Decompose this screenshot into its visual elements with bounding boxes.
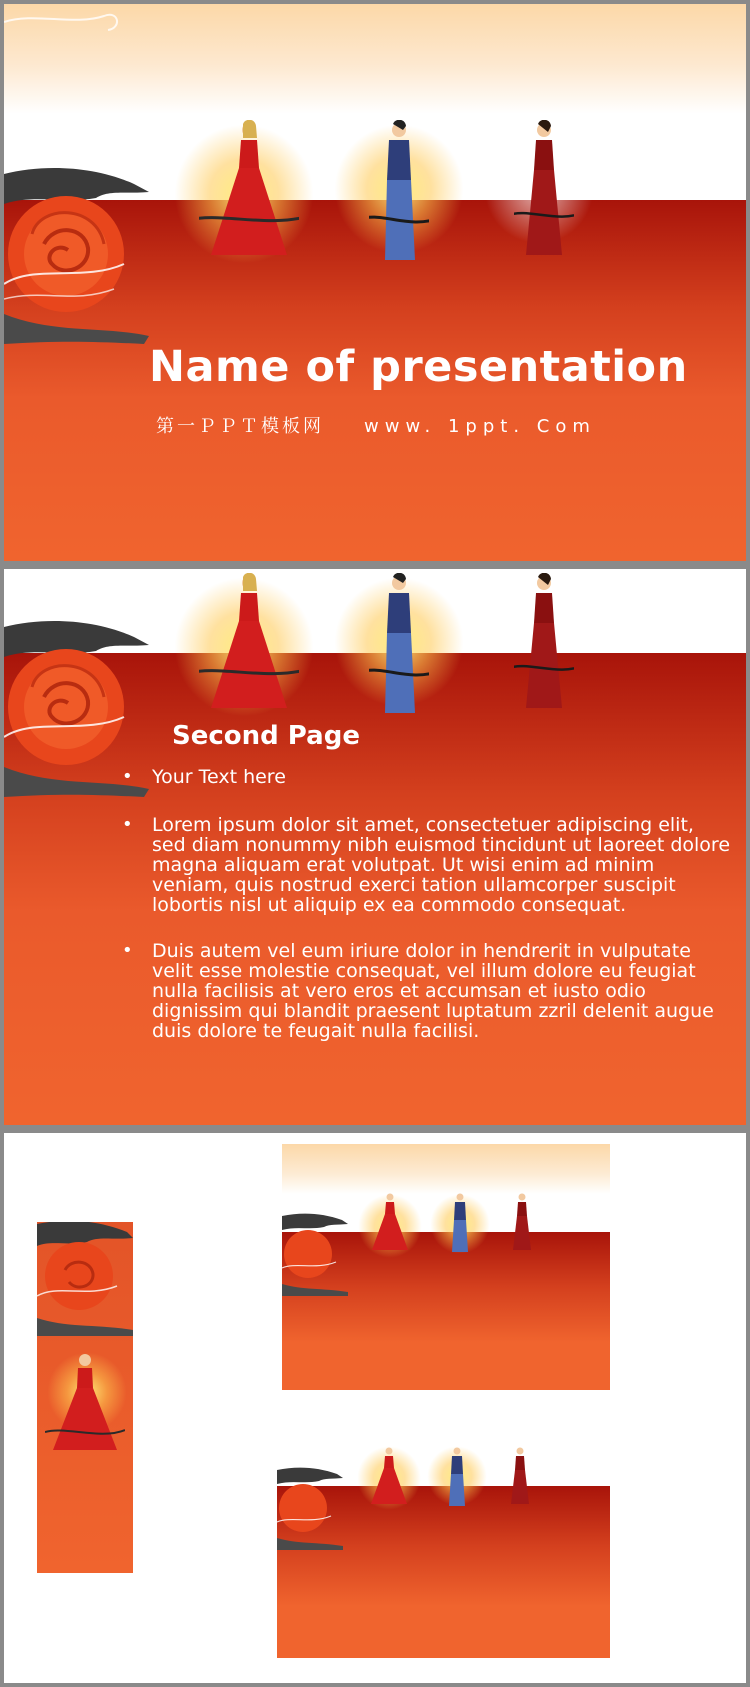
red-gown-figure	[199, 120, 299, 260]
crimson-gown-figure	[505, 1446, 535, 1506]
blue-gown-figure	[445, 1192, 475, 1254]
subtitle-url: www. 1ppt. Com	[364, 416, 596, 437]
red-gown-figure	[199, 573, 299, 713]
subtitle-site-name: 第一ＰＰＴ模板网	[156, 416, 324, 437]
bullet-list	[122, 767, 732, 1067]
swirl-ornament-icon	[4, 4, 144, 44]
blue-gown-figure	[369, 120, 429, 265]
crimson-gown-figure	[507, 1192, 537, 1252]
title-slide-thumbnail	[282, 1144, 610, 1390]
slide-separator	[4, 561, 746, 569]
list-item: • Duis autem vel eum iriure dolor in hendrerit in vulputate velit esse molestie consequat, vel illum dolore eu feugiat nulla facilisis at vero eros et accumsan et iusto odio dignissim qui blandit praesent luptatum zzril delenit augue duis dolore te feugait nulla facilisi.	[122, 941, 732, 1041]
slide-heading: Second Page	[172, 721, 360, 751]
list-item: • Lorem ipsum dolor sit amet, consectetuer adipiscing elit, sed diam nonummy nibh euismod tincidunt ut laoreet dolore magna aliquam erat volutpat. Ut wisi enim ad minim veniam, quis nostrud exerci tation ullamcorper suscipit lobortis nisl ut aliquip ex ea commodo consequat.	[122, 815, 732, 915]
template-preview-sheet	[4, 4, 746, 1683]
slide-separator	[4, 1125, 746, 1133]
rose-icon	[282, 1212, 352, 1302]
rose-icon	[277, 1466, 347, 1556]
blue-gown-figure	[369, 573, 429, 718]
slide-title	[4, 4, 746, 561]
presentation-subtitle	[156, 412, 596, 438]
list-item: • Your Text here	[122, 767, 732, 787]
crimson-gown-figure	[514, 120, 574, 260]
blue-gown-figure	[442, 1446, 472, 1508]
red-gown-figure	[369, 1446, 409, 1506]
content-slide-thumbnail	[277, 1444, 610, 1658]
red-gown-figure	[370, 1192, 410, 1252]
vertical-banner-thumbnail	[37, 1222, 133, 1573]
red-gown-figure	[45, 1352, 125, 1452]
presentation-title: Name of presentation	[149, 342, 688, 392]
slide-content	[4, 569, 746, 1125]
rose-icon	[4, 164, 164, 354]
crimson-gown-figure	[514, 573, 574, 713]
rose-icon	[37, 1222, 133, 1338]
